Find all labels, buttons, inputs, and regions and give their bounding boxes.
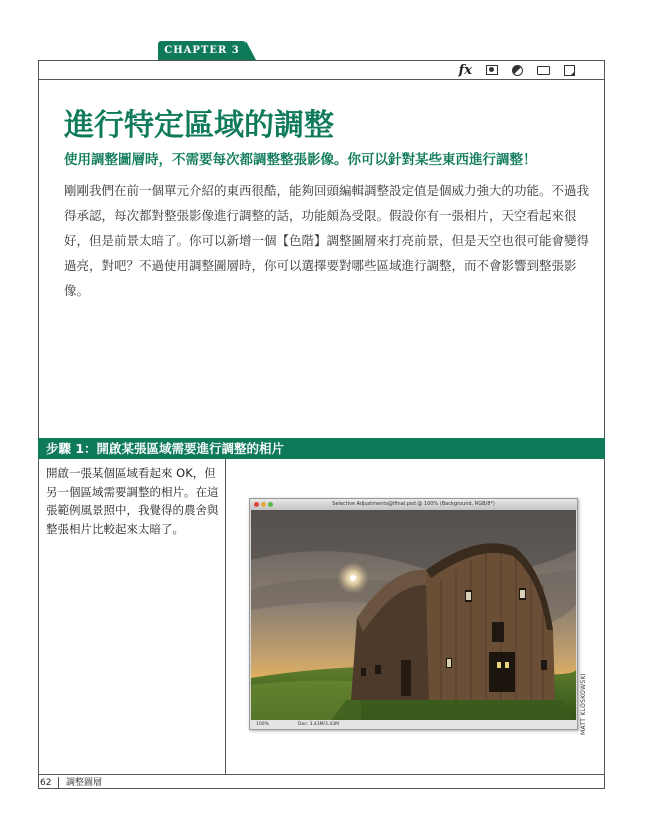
minimize-icon — [261, 502, 266, 507]
step-heading: 步驟 1：開啟某張區域需要進行調整的相片 — [38, 438, 605, 459]
fx-icon: fx — [458, 62, 472, 78]
step-description: 開啟一張某個區域看起來 OK，但另一個區域需要調整的相片。在這張範例風景照中，我覺得的農舍與整張相片比較起來太暗了。 — [46, 466, 219, 536]
intro-paragraph: 剛剛我們在前一個單元介紹的東西很酷，能夠回頭編輯調整設定值是個威力強大的功能。不過我得承認，每次都對整張影像進行調整的話，功能頗為受限。假設你有一張相片，天空看起來很好，但是前景太暗了。你可以新增一個【色階】調整圖層來打亮前景，但是天空也很可能會變得過亮，對吧？不過使用調整圖層時，你可以選擇要對哪些區域進行調整，而不會影響到整張影像。 — [64, 183, 590, 298]
window-title: Selective Adjustments@Ifinal.psd @ 100% (Background, RGB/8*) — [332, 501, 495, 507]
page-number: 62 — [40, 777, 59, 789]
footer-divider — [38, 774, 605, 775]
window-status-bar — [250, 720, 577, 729]
photoshop-window-screenshot — [249, 498, 578, 730]
layer-mask-icon — [486, 65, 498, 75]
zoom-level[interactable]: 100% — [256, 722, 269, 727]
page-subtitle: 使用調整圖層時，不需要每次都調整整張影像。你可以針對某些東西進行調整！ — [64, 152, 537, 168]
layer-icon-bar — [38, 60, 605, 80]
page-title: 進行特定區域的調整 — [64, 108, 334, 143]
section-name: 調整圖層 — [66, 778, 103, 788]
close-icon — [254, 502, 259, 507]
new-layer-icon — [564, 65, 575, 76]
chapter-tab: CHAPTER 3 — [158, 41, 246, 60]
photo-credit: MATT KLOSKOWSKI — [580, 673, 587, 735]
group-folder-icon — [537, 66, 550, 75]
barn-photo — [251, 510, 576, 721]
doc-info: Doc: 3.43M/3.43M — [298, 722, 339, 727]
zoom-icon — [268, 502, 273, 507]
window-titlebar — [250, 499, 577, 510]
adjustment-layer-icon — [512, 65, 523, 76]
